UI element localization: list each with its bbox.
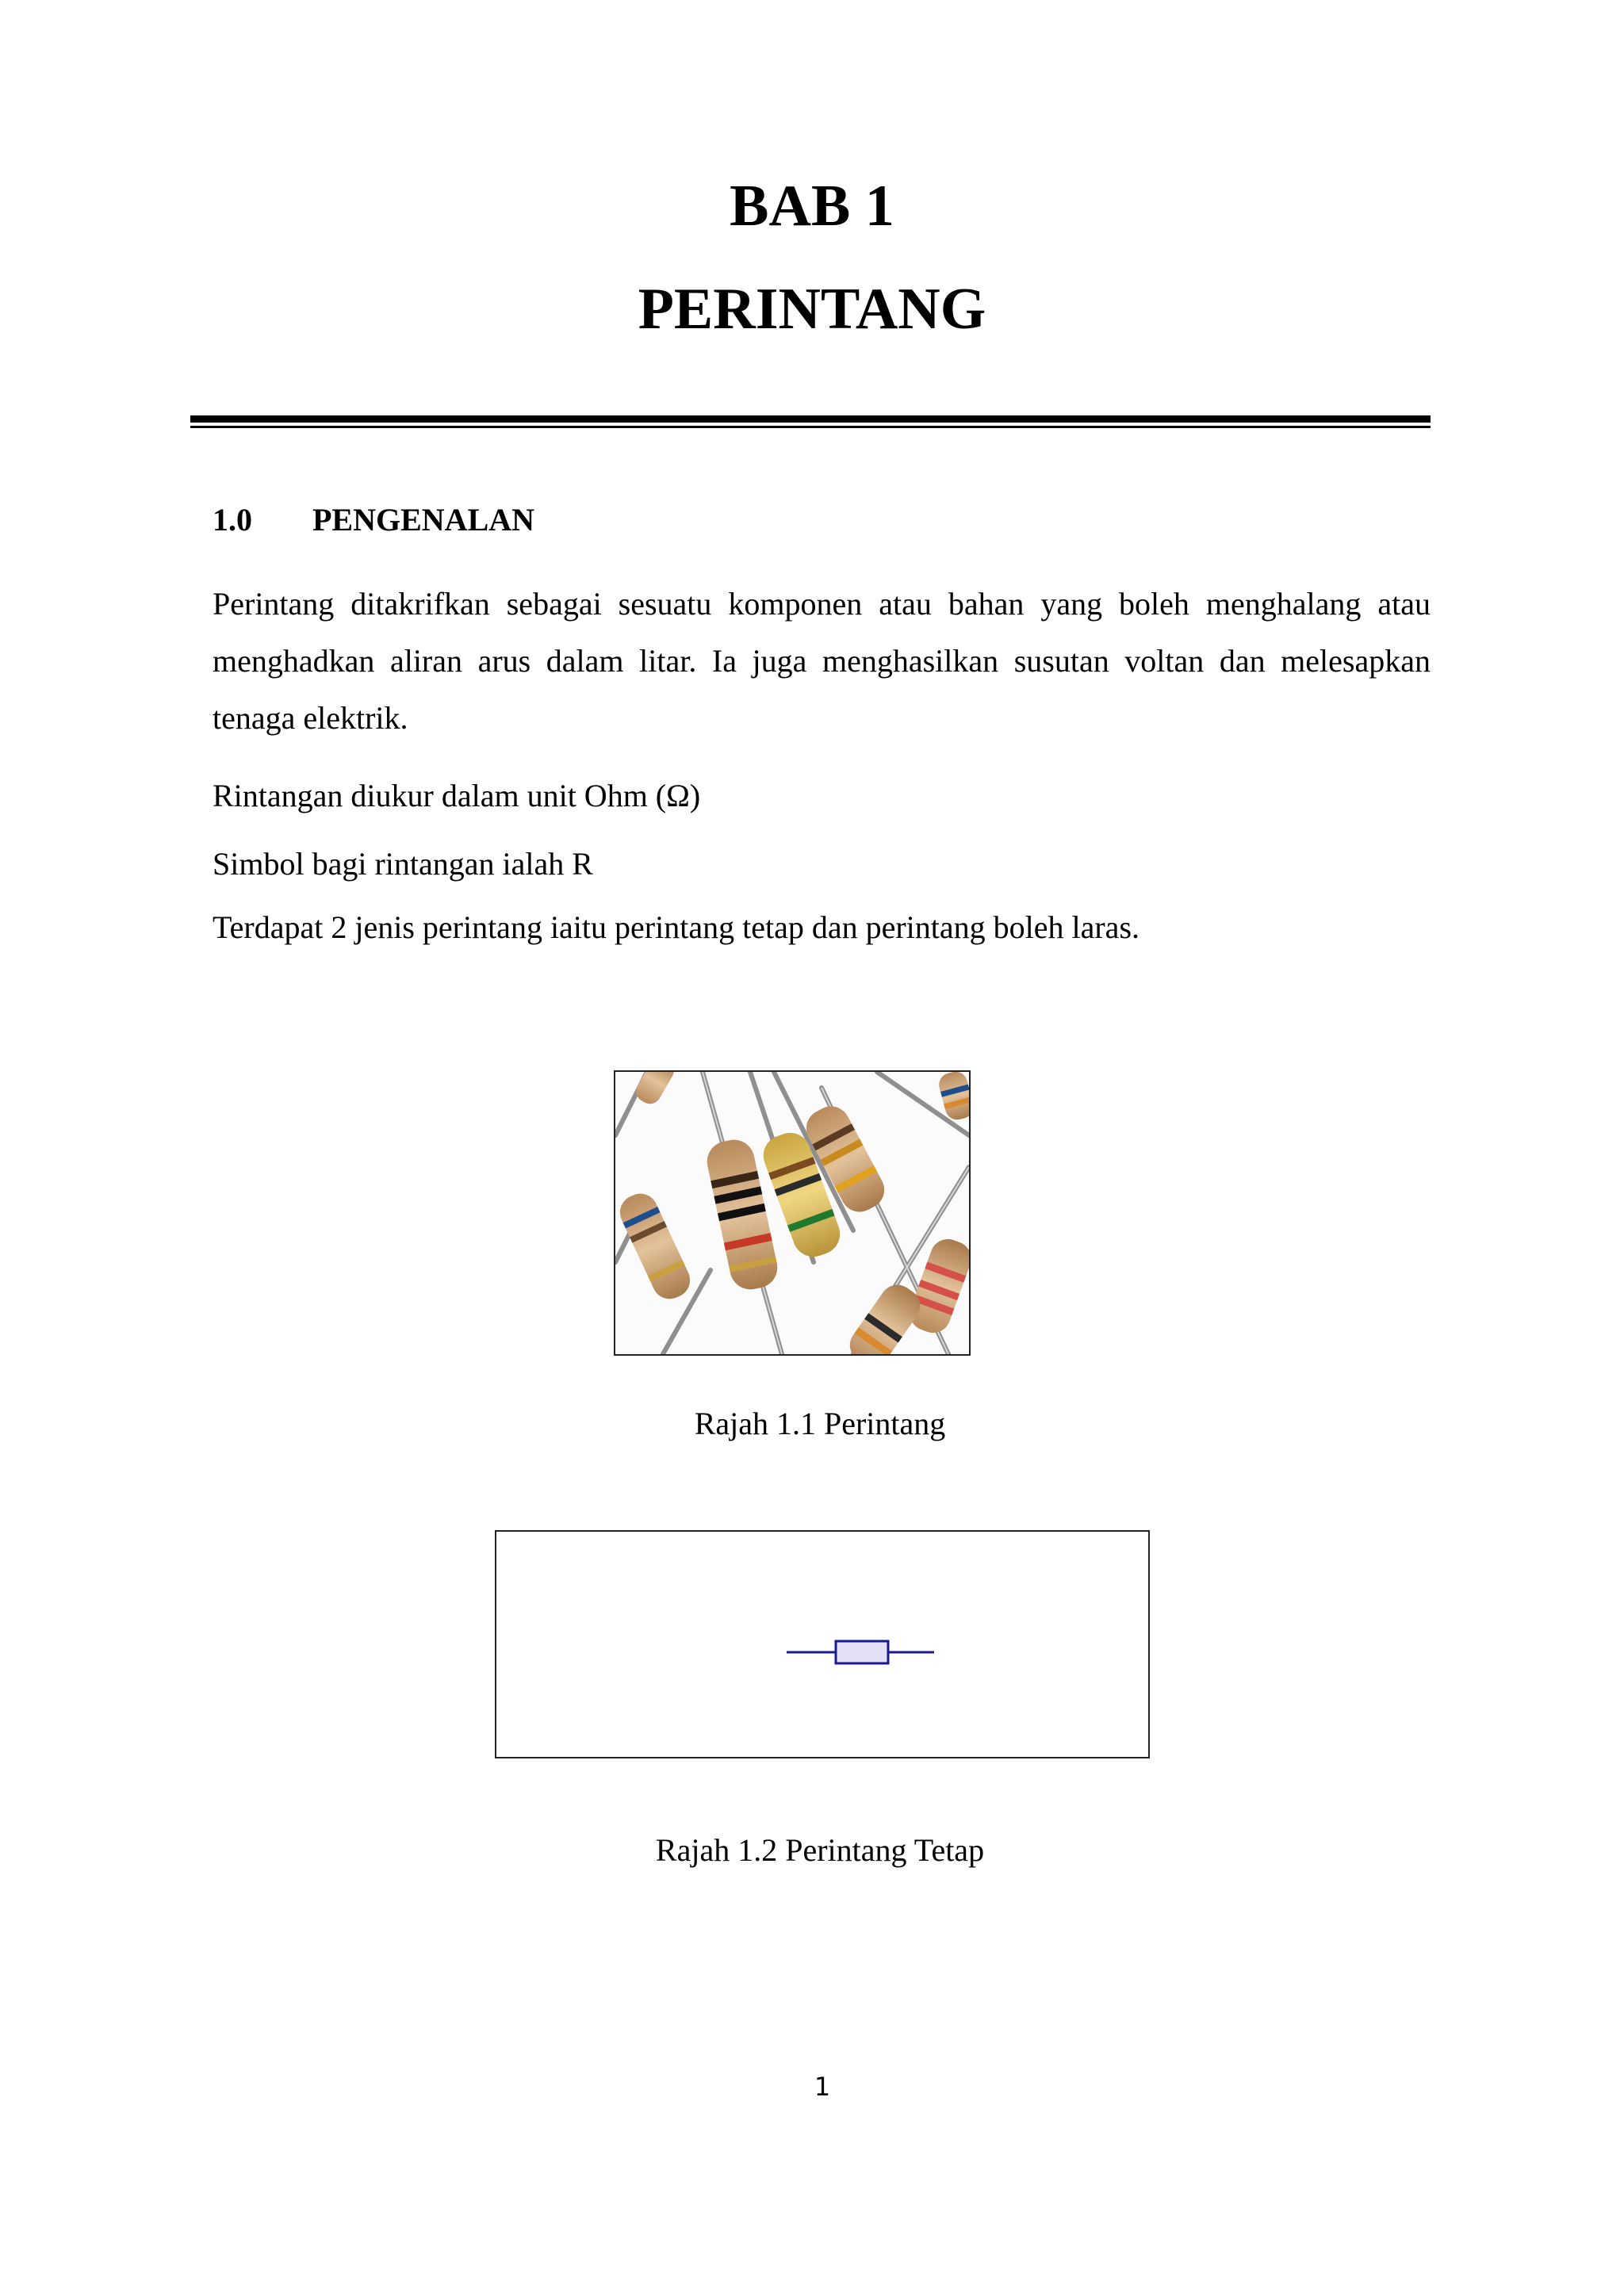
resistors-photo <box>614 1070 971 1356</box>
section-title: PENGENALAN <box>312 502 535 538</box>
chapter-number: BAB 1 <box>730 174 894 239</box>
page-number: 1 <box>814 2072 831 2102</box>
figure-1-caption: Rajah 1.1 Perintang <box>694 1406 946 1441</box>
title-divider-thin <box>190 426 1431 428</box>
section-number: 1.0 <box>213 502 252 538</box>
types-statement: Terdapat 2 jenis perintang iaitu perintang tetap dan perintang boleh laras. <box>213 909 1140 945</box>
fixed-resistor-figure <box>495 1530 1150 1758</box>
chapter-title: PERINTANG <box>638 277 986 342</box>
fixed-resistor-symbol-icon <box>496 1532 1148 1757</box>
intro-paragraph: Perintang ditakrifkan sebagai sesuatu komponen atau bahan yang boleh menghalang atau menghadkan aliran arus dalam litar. Ia juga menghasilkan susutan voltan dan melesapkan tenaga elektrik. <box>213 586 1431 736</box>
unit-statement: Rintangan diukur dalam unit Ohm (Ω) <box>213 778 701 813</box>
symbol-statement: Simbol bagi rintangan ialah R <box>213 846 593 882</box>
title-divider-thick <box>190 415 1431 423</box>
figure-2-caption: Rajah 1.2 Perintang Tetap <box>655 1832 985 1868</box>
